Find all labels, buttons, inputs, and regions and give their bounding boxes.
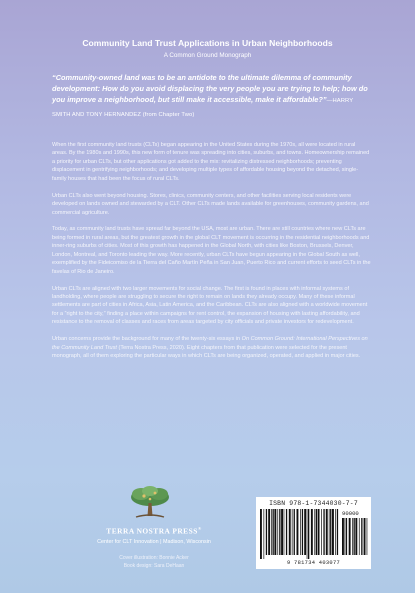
barcode-bar	[279, 509, 280, 555]
barcode-bar	[354, 518, 355, 555]
credits	[78, 555, 230, 570]
barcode-bar	[294, 509, 295, 555]
paragraph-3: Today, as community land trusts have spread far beyond the USA, most are urban. There are still countries where new CLTs are being formed in rural areas, but the greatest growth in the global CLT movement is occurring in the residential neighborhoods and inner-ring suburbs of cities. Most of this growth has happened in the Global North, with cities like Boston, Brussels, Denver, London, Montreal, and Toronto leading the way. More recently, urban CLTs have begun appearing in the Global South as well, exemplified by the Fideicomiso de la Tierra del Caño Martín Peña in San Juan, Puerto Rico and current efforts to seed CLTs in the favelas of Rio de Janeiro.	[52, 226, 371, 275]
pull-quote-text: “Community-owned land was to be an antidote to the ultimate dilemma of community development: How do you avoid displacing the very people you are trying to help; how do you improve a neighborhood, but still make it accessible, make it affordable?”	[52, 73, 368, 105]
barcode-bar	[286, 509, 287, 555]
barcode-bar	[300, 509, 301, 555]
barcode-bar	[316, 509, 317, 555]
barcode-digits: 9 781734 403077	[286, 560, 341, 566]
barcode-bar	[361, 518, 362, 555]
barcode-bar	[289, 509, 291, 555]
barcode-bar	[355, 518, 357, 555]
barcode-bar	[359, 518, 360, 555]
barcode-bar	[308, 509, 309, 559]
barcode-bar	[318, 509, 320, 555]
barcode-bar	[330, 509, 331, 555]
barcode-bar	[307, 509, 308, 559]
paragraph-5-rest: (Terra Nostra Press, 2020). Eight chapters from that publication were selected for the present monograph, all of them exploring the particular ways in which CLTs are being organized, operated, and applied in major cities.	[52, 344, 361, 360]
cover-subtitle: A Common Ground Monograph	[163, 52, 252, 59]
barcode-bar	[284, 509, 285, 555]
barcode-bar	[345, 518, 346, 555]
tree-logo-icon	[120, 484, 180, 522]
price-code: 90000	[342, 510, 359, 517]
paragraph-4: Urban CLTs are aligned with two larger movements for social change. The first is found in places with informal systems of landholding, where people are struggling to secure the right to remain on lands they already occupy. Many of these informal settlements are part of cities in Africa, Asia, Latin America, and the Caribbean. CLTs are also aligned with a worldwide movement for a “right to the city,” finding a place within campaigns for rent control, the expansion of housing with lasting affordability, and resistance to the removal of classes and races from areas targeted by city officials and private investors for redevelopment.	[52, 285, 368, 326]
barcode-bar	[326, 509, 328, 555]
barcode-bar	[329, 509, 330, 555]
barcode-bar	[342, 518, 344, 555]
barcode-bar	[304, 509, 306, 555]
barcode-bar	[277, 509, 278, 555]
ean-barcode-icon	[259, 509, 339, 559]
quote-attribution: —HARRY SMITH AND TONY HERNANDEZ (from Chapter Two)	[52, 98, 354, 118]
barcode-bar	[273, 509, 274, 555]
price-addon-barcode-icon	[341, 518, 368, 559]
publisher-location: Center for CLT Innovation | Madison, Wisconsin	[97, 539, 211, 545]
paragraph-2: Urban CLTs also went beyond housing. Stores, clinics, community centers, and other facilities serving local residents were developed on lands owned and stewarded by a CLT. Other CLTs made lands available for greenhouses, community gardens, and commercial agriculture.	[52, 192, 369, 216]
barcode-bar	[274, 509, 276, 555]
barcode-bar	[264, 509, 265, 559]
barcode-bar	[266, 509, 267, 555]
barcode-bar	[364, 518, 366, 555]
publisher-name	[88, 526, 220, 535]
publisher-name-text: TERRA NOSTRA PRESS	[106, 526, 198, 536]
barcode-bar	[271, 509, 272, 555]
barcode-bar	[352, 518, 353, 555]
barcode-bar	[335, 509, 336, 555]
barcode-bar	[260, 509, 262, 559]
pull-quote	[52, 72, 372, 121]
paragraph-1: When the first community land trusts (CLTs) began appearing in the United States during the 1970s, all were located in rural areas. By the 1980s and 1990s, this new form of tenure was spreading into cities, suburbs, and towns. Homeownership remained a priority for urban CLTs, but other applications got added to the mix: revitalizing distressed neighborhoods; preventing displacement in gentrifying neighborhoods; and developing multiple types of affordable housing beyond the detached, single-family houses that had been the focus of rural CLTs.	[52, 142, 370, 182]
barcode-bar	[297, 509, 299, 555]
barcode-bar	[367, 518, 368, 555]
barcode-bar	[349, 518, 351, 555]
isbn-barcode	[256, 497, 371, 569]
isbn-number: ISBN 978-1-7344030-7-7	[269, 500, 358, 507]
barcode-bar	[268, 509, 270, 555]
book-title-reference: On Common Ground: International Perspectives on the Community Land Trust	[52, 336, 368, 351]
barcode-bar	[314, 509, 315, 555]
barcode-bar	[302, 509, 303, 555]
barcode-bar	[337, 509, 338, 555]
cover-illustration-credit: Cover illustration: Bonnie Acker	[119, 555, 189, 561]
paragraph-5	[52, 335, 372, 360]
book-design-credit: Book design: Sara DeHaan	[123, 562, 185, 569]
registered-mark: ®	[197, 526, 202, 531]
barcode-bar	[346, 518, 347, 555]
barcode-bar	[323, 509, 324, 555]
description-body	[52, 141, 372, 369]
cover-title: Community Land Trust Applications in Urban Neighborhoods	[82, 38, 333, 48]
barcode-bar	[332, 509, 334, 555]
barcode-bar	[292, 509, 293, 555]
barcode-bar	[281, 509, 283, 555]
barcode-bar	[311, 509, 313, 555]
barcode-bar	[321, 509, 322, 555]
paragraph-5-intro: Urban concerns provide the background for many of the twenty-six essays in	[52, 336, 242, 343]
